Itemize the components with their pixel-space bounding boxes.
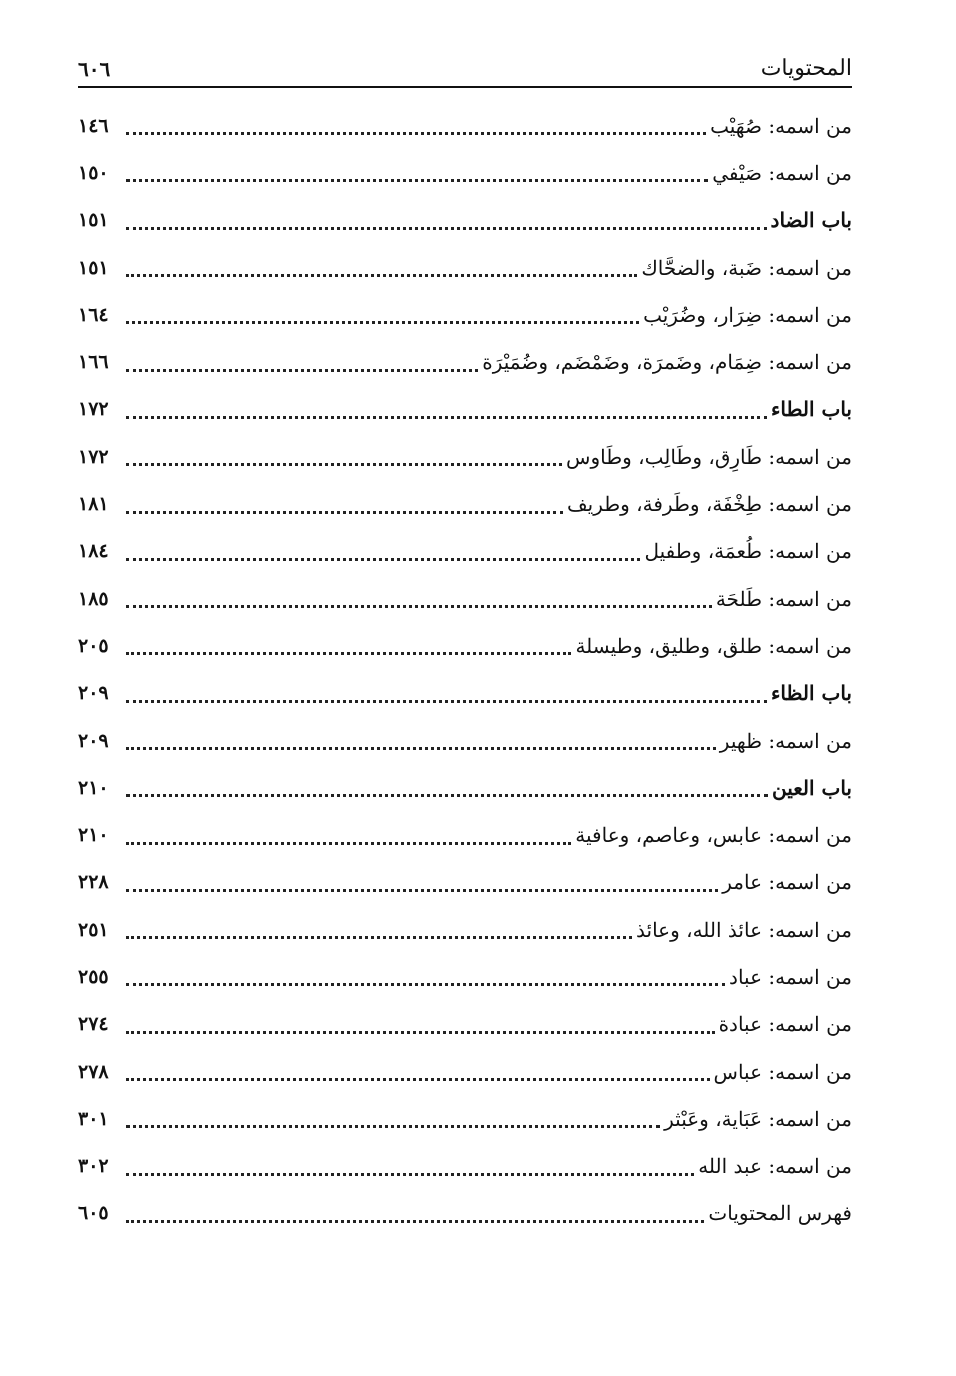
toc-entry-page: ٣٠٢ — [78, 1155, 109, 1178]
toc-entry — [78, 1190, 852, 1237]
toc-entry-title: من اسمه: عامر — [722, 870, 852, 895]
toc-entry-title: من اسمه: عباد — [729, 964, 852, 989]
toc-entry — [78, 244, 852, 291]
toc-entry-page: ١٥١ — [78, 256, 109, 279]
running-title: المحتويات — [760, 56, 852, 81]
dot-leader — [126, 1220, 704, 1223]
toc-entry — [78, 1048, 852, 1095]
dot-leader — [126, 652, 571, 655]
page-header — [78, 44, 852, 88]
toc-entry — [78, 906, 852, 953]
document-page — [78, 44, 852, 1237]
toc-entry-page: ١٤٦ — [78, 114, 109, 137]
toc-entry — [78, 338, 852, 385]
dot-leader — [126, 274, 637, 277]
toc-entry-page: ١٦٦ — [78, 351, 109, 374]
dot-leader — [126, 1078, 710, 1081]
toc-entry-title: باب الطاء — [770, 397, 852, 422]
toc-entry-page: ٢٠٩ — [78, 729, 109, 752]
toc-entry-page: ١٦٤ — [78, 303, 109, 326]
toc-entry-title: من اسمه: صَيْفي — [712, 160, 852, 185]
toc-entry-title: من اسمه: طَارِق، وطَالِب، وطَاوس — [566, 444, 852, 469]
toc-entry-page: ٢١٠ — [78, 776, 109, 799]
toc-entry-title: من اسمه: عباس — [713, 1059, 852, 1084]
toc-entry-page: ١٥١ — [78, 209, 109, 232]
toc-entry-page: ١٨٤ — [78, 540, 109, 563]
toc-entry — [78, 528, 852, 575]
toc-entry-title: من اسمه: ضَبة، والضحَّاك — [641, 255, 852, 280]
table-of-contents — [78, 102, 852, 1237]
toc-entry-title: باب الضاد — [770, 208, 852, 233]
dot-leader — [126, 511, 563, 514]
toc-entry-page: ٦٠٥ — [78, 1202, 109, 1225]
toc-entry-title: من اسمه: طَلحَة — [715, 586, 852, 611]
toc-section-heading — [78, 764, 852, 811]
toc-entry — [78, 291, 852, 338]
toc-entry-title: فهرس المحتويات — [708, 1201, 852, 1226]
toc-entry — [78, 1143, 852, 1190]
toc-entry-page: ١٧٢ — [78, 445, 109, 468]
dot-leader — [126, 132, 706, 135]
dot-leader — [126, 936, 632, 939]
toc-entry-page: ٢٥١ — [78, 918, 109, 941]
toc-entry-page: ٢٠٩ — [78, 682, 109, 705]
dot-leader — [126, 1173, 694, 1176]
toc-entry — [78, 102, 852, 149]
toc-entry-page: ٢٧٨ — [78, 1060, 109, 1083]
toc-entry-title: من اسمه: ضِرَار، وضُرَيْب — [643, 302, 852, 327]
toc-entry-title: من اسمه: عائذ الله، وعائذ — [636, 917, 852, 942]
dot-leader — [126, 794, 768, 797]
toc-entry-title: باب العين — [771, 775, 852, 800]
toc-entry — [78, 622, 852, 669]
dot-leader — [126, 558, 640, 561]
toc-entry — [78, 1095, 852, 1142]
dot-leader — [126, 747, 716, 750]
dot-leader — [126, 983, 725, 986]
toc-section-heading — [78, 670, 852, 717]
toc-entry-title: من اسمه: طُعمَة، وطفيل — [644, 539, 852, 564]
toc-entry-title: من اسمه: ضِمَام، وضَمرَة، وضَمْضَم، وضُمَيْرَة — [482, 350, 852, 375]
toc-entry-page: ٢٠٥ — [78, 634, 109, 657]
toc-entry — [78, 953, 852, 1000]
toc-entry-page: ٢١٠ — [78, 824, 109, 847]
toc-section-heading — [78, 197, 852, 244]
toc-entry — [78, 1001, 852, 1048]
toc-entry-page: ٢٢٨ — [78, 871, 109, 894]
dot-leader — [126, 842, 571, 845]
toc-entry-page: ٣٠١ — [78, 1107, 109, 1130]
toc-entry-page: ١٥٠ — [78, 161, 109, 184]
dot-leader — [126, 179, 708, 182]
toc-entry-title: من اسمه: عابس، وعاصم، وعافية — [575, 823, 852, 848]
page-number: ٦٠٦ — [78, 57, 111, 81]
toc-entry — [78, 149, 852, 196]
toc-entry — [78, 480, 852, 527]
dot-leader — [126, 605, 712, 608]
toc-entry — [78, 859, 852, 906]
toc-entry-title: من اسمه: ظهير — [719, 728, 852, 753]
toc-entry — [78, 811, 852, 858]
toc-entry-title: من اسمه: عبد الله — [698, 1154, 852, 1179]
toc-entry-title: من اسمه: صُهَيْب — [710, 113, 852, 138]
dot-leader — [126, 1125, 660, 1128]
dot-leader — [126, 700, 767, 703]
toc-entry-page: ٢٥٥ — [78, 965, 109, 988]
toc-entry-title: باب الظاء — [770, 681, 852, 706]
dot-leader — [126, 1031, 715, 1034]
dot-leader — [126, 463, 562, 466]
toc-entry-title: من اسمه: عبادة — [718, 1012, 852, 1037]
toc-entry-title: من اسمه: طِخْفَة، وطَرفة، وطريف — [566, 492, 852, 517]
toc-entry-page: ٢٧٤ — [78, 1013, 109, 1036]
toc-entry-page: ١٨١ — [78, 493, 109, 516]
toc-entry-page: ١٨٥ — [78, 587, 109, 610]
dot-leader — [126, 889, 718, 892]
toc-entry — [78, 433, 852, 480]
toc-entry — [78, 717, 852, 764]
toc-entry — [78, 575, 852, 622]
toc-section-heading — [78, 386, 852, 433]
toc-entry-title: من اسمه: طلق، وطليق، وطيسلة — [575, 633, 852, 658]
dot-leader — [126, 369, 478, 372]
dot-leader — [126, 321, 639, 324]
toc-entry-page: ١٧٢ — [78, 398, 109, 421]
dot-leader — [126, 227, 767, 230]
toc-entry-title: من اسمه: عَبَاية، وعَبْثر — [664, 1106, 852, 1131]
dot-leader — [126, 416, 767, 419]
